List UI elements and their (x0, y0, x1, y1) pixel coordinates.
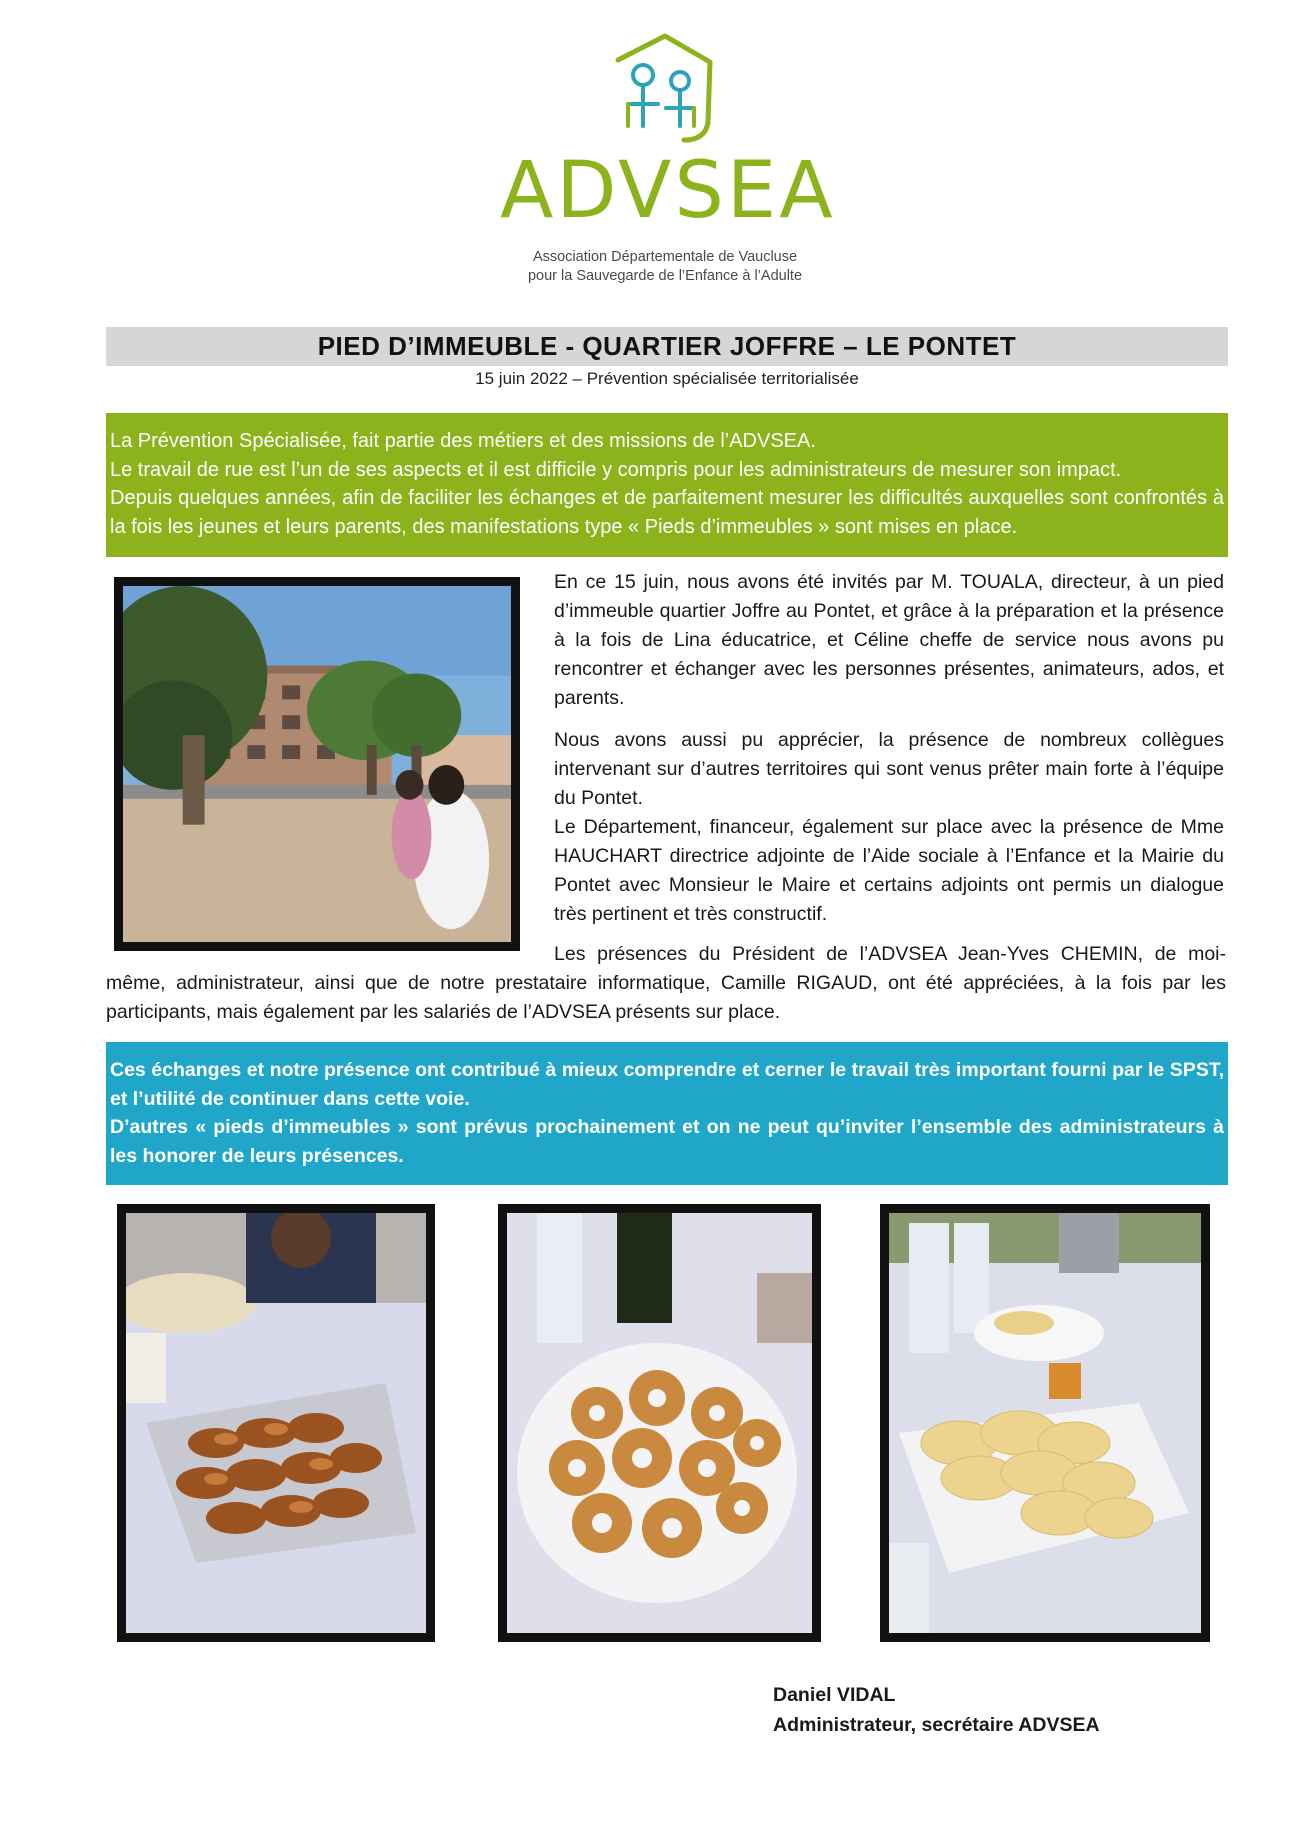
pastries-photo (117, 1204, 435, 1642)
article-paragraph-3: Le Département, financeur, également sur place avec la présence de Mme HAUCHART directrice adjointe de l’Aide sociale à l’Enfance et la Mairie du Pontet avec Monsieur le Maire et certains adjoints ont permis un dialogue très pertinent et très constructif. (554, 816, 1224, 925)
street-photo (114, 577, 520, 951)
logo-subtitle (500, 248, 830, 286)
pancakes-photo (880, 1204, 1210, 1642)
conclusion-paragraph-1: Ces échanges et notre présence ont contribué à mieux comprendre et cerner le travail très important fourni par le SPST, et l’utilité de continuer dans cette voie. (110, 1059, 1224, 1110)
intro-paragraph-3: Depuis quelques années, afin de faciliter les échanges et de parfaitement mesurer les difficultés auxquelles sont confrontés à la fois les jeunes et leurs parents, des manifestations type « Pieds d’immeubles » sont mises en place. (110, 487, 1224, 538)
signature-name: Daniel VIDAL (773, 1684, 896, 1706)
signature (773, 1680, 1100, 1740)
intro-paragraph-2: Le travail de rue est l’un de ses aspects et il est difficile y compris pour les administrateurs de mesurer son impact. (110, 458, 1122, 481)
intro-box (106, 413, 1228, 557)
house-logo-icon (610, 30, 720, 150)
article-paragraph-1: En ce 15 juin, nous avons été invités par M. TOUALA, directeur, à un pied d’immeuble quartier Joffre au Pontet, et grâce à la préparation et la présence à la fois de Lina éducatrice, et Céline cheffe de service nous avons pu rencontrer et échanger avec les personnes présentes, animateurs, ados, et parents. (554, 571, 1224, 709)
article-paragraph-2: Nous avons aussi pu apprécier, la présence de nombreux collègues intervenant sur d’autres territoires qui sont venus prêter main forte à l’équipe du Pontet. (554, 729, 1224, 809)
donuts-photo (498, 1204, 821, 1642)
article-body (554, 568, 1224, 942)
page-title: PIED D’IMMEUBLE - QUARTIER JOFFRE – LE PONTET (106, 327, 1228, 366)
conclusion-paragraph-2: D’autres « pieds d’immeubles » sont prévus prochainement et on ne peut qu’inviter l’ensemble des administrateurs à les honorer de leurs présences. (110, 1116, 1224, 1167)
logo-subtitle-line-1: Association Départementale de Vaucluse (532, 249, 798, 265)
signature-role: Administrateur, secrétaire ADVSEA (773, 1714, 1100, 1736)
logo-brand-text: ADVSEA (500, 146, 836, 236)
advsea-logo (500, 30, 836, 290)
article-paragraph-4: Les présences du Président de l’ADVSEA Jean-Yves CHEMIN, de moi-même, administrateur, ainsi que de notre prestataire informatique, Camille RIGAUD, ont été appréciées, à la fois par les participants, mais également par les salariés de l’ADVSEA présents sur place. (106, 943, 1226, 1023)
page-subtitle: 15 juin 2022 – Prévention spécialisée territorialisée (475, 369, 859, 388)
intro-paragraph-1: La Prévention Spécialisée, fait partie des métiers et des missions de l’ADVSEA. (110, 430, 816, 452)
logo-subtitle-line-2: pour la Sauvegarde de l’Enfance à l’Adulte (527, 268, 803, 284)
conclusion-box (106, 1042, 1228, 1185)
